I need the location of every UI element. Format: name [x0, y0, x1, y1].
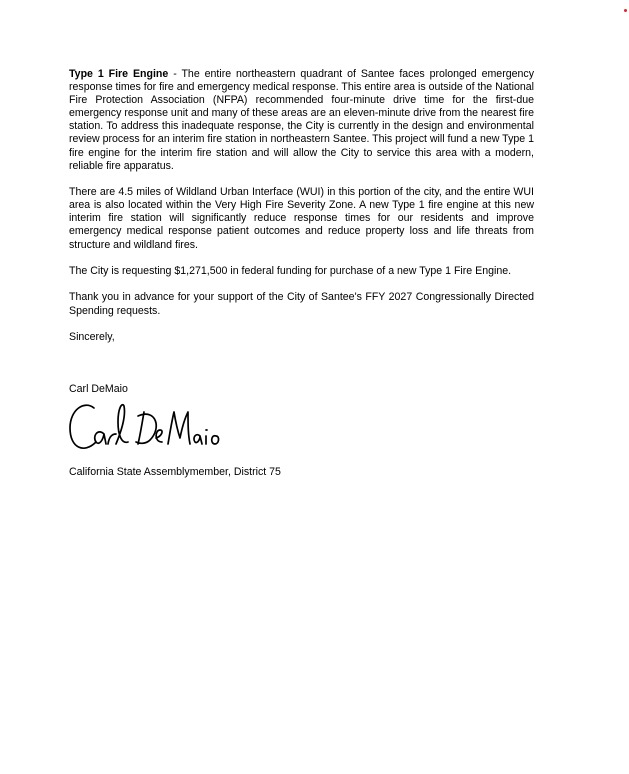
type1-body: The entire northeastern quadrant of Santee faces prolonged emergency response times for fire and emergency medical response. This entire area is outside of the National Fire Protection Association (NFPA) recommended four-minute drive time for the first-due emergency response unit and many of these areas are an eleven-minute drive from the nearest fire station. To address this inadequate response, the City is currently in the design and environmental review process for an interim fire station in northeastern Santee. This project will fund a new Type 1 fire engine for the interim fire station and will allow the City to service this area with a modern, reliable fire apparatus. — [69, 68, 534, 172]
thanks-paragraph: Thank you in advance for your support of the City of Santee's FFY 2027 Congressionally Directed Spending requests. — [69, 291, 534, 317]
signer-name: Carl DeMaio — [69, 383, 128, 395]
closing-salutation: Sincerely, — [69, 331, 115, 344]
funding-request-paragraph: The City is requesting $1,271,500 in federal funding for purchase of a new Type 1 Fire Engine. — [69, 265, 512, 277]
handwritten-signature — [66, 398, 222, 458]
letter-body — [69, 68, 534, 344]
signer-title: California State Assemblymember, District 75 — [69, 466, 281, 478]
type1-separator: - — [168, 68, 182, 80]
type1-engine-paragraph — [69, 68, 534, 173]
corner-mark — [624, 9, 627, 12]
type1-heading: Type 1 Fire Engine — [69, 68, 169, 80]
wui-paragraph: There are 4.5 miles of Wildland Urban Interface (WUI) in this portion of the city, and the entire WUI area is also located within the Very High Fire Severity Zone. A new Type 1 fire engine at this new interim fire station will significantly reduce response times for our residents and improve emergency medical response patient outcomes and reduce property loss and life threats from structure and wildland fires. — [69, 186, 534, 251]
